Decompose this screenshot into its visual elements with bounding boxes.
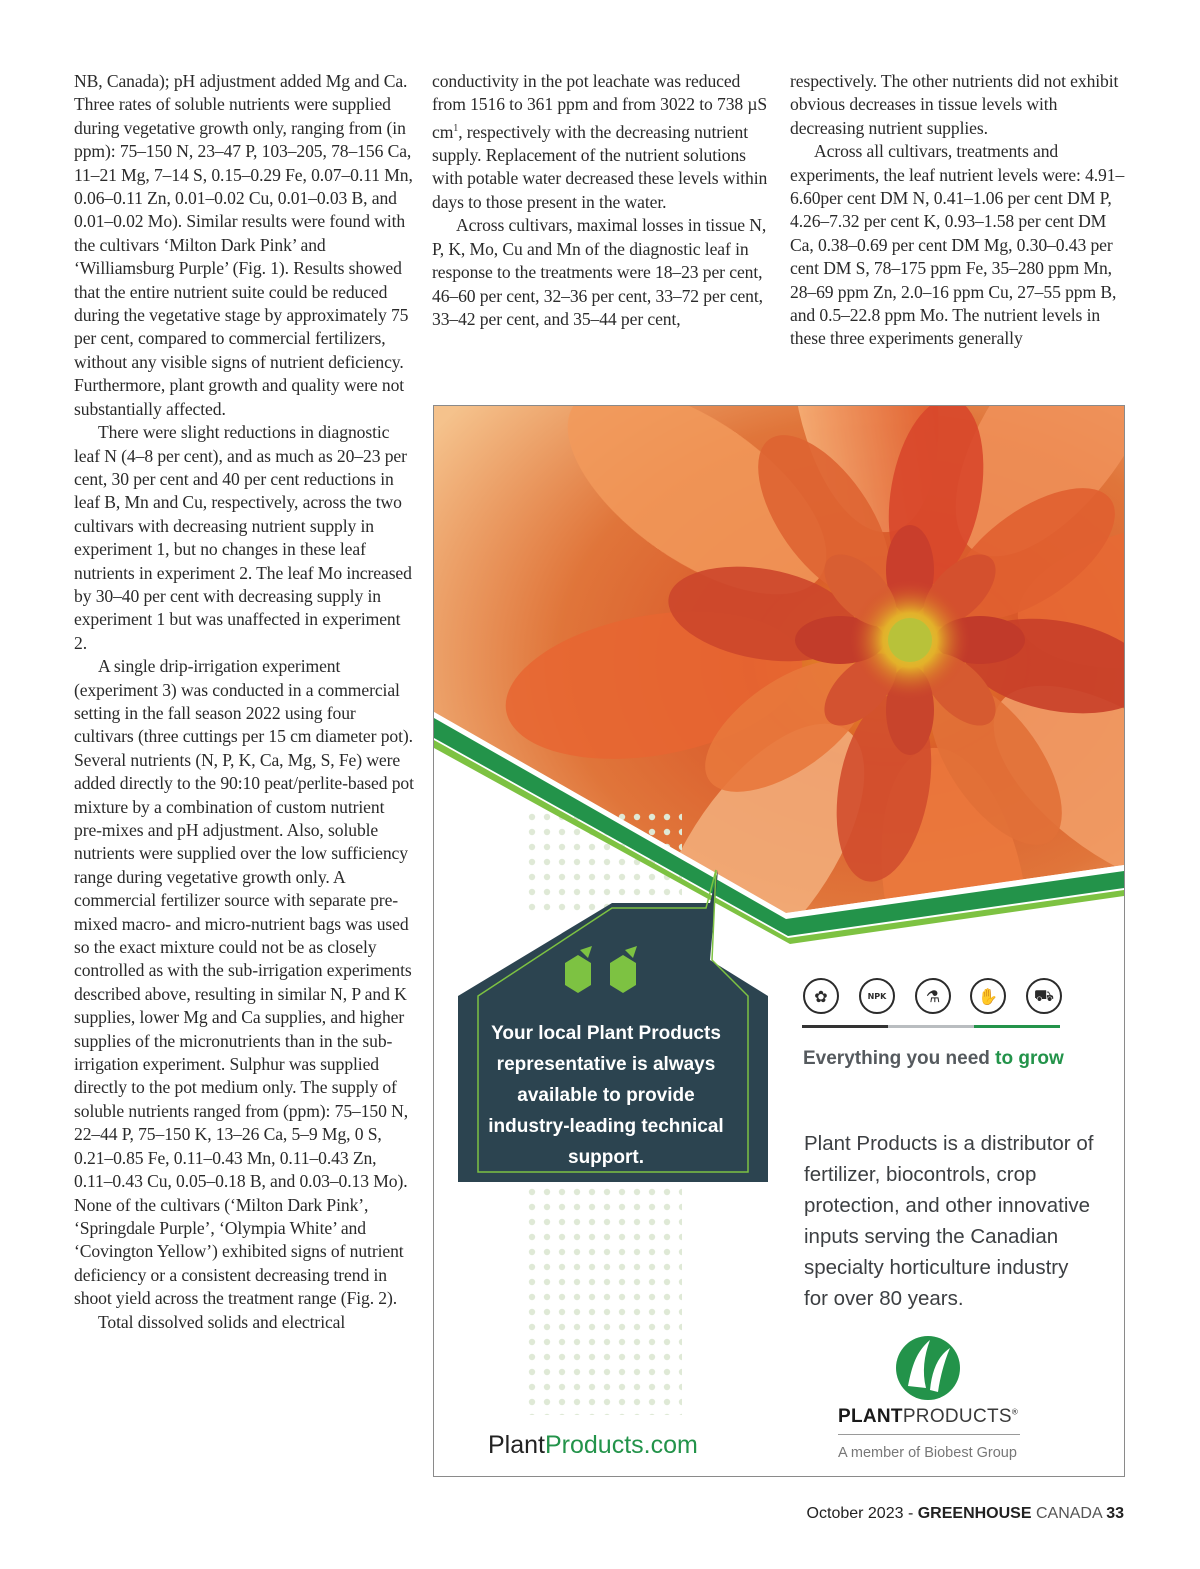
ad-body-text bbox=[804, 1128, 1104, 1314]
paragraph: NB, Canada); pH adjustment added Mg and Ca. Three rates of soluble nutrients were supplied during vegetative growth only, ranging from (in ppm): 75–150 N, 23–47 P, 103–205, 78–156 Ca, 11–21 Mg, 7–14 S, 0.15–0.29 Fe, 0.07–0.11 Mn, 0.06–0.11 Zn, 0.01–0.02 Cu, 0.01–0.03 B, and 0.01–0.02 Mo). Similar results were found with the cultivars ‘Milton Dark Pink’ and ‘Williamsburg Purple’ (Fig. 1). Results showed that the entire nutrient suite could be reduced during the vegetative stage by approximately 75 per cent, compared to commercial fertilizers, without any visible signs of nutrient deficiency. Furthermore, plant growth and quality were not substantially affected. bbox=[74, 71, 413, 419]
quote-line: support. bbox=[568, 1147, 644, 1168]
website-link[interactable]: PlantProducts.com bbox=[488, 1431, 698, 1459]
issue-date: October 2023 - bbox=[806, 1505, 918, 1522]
text-run: conductivity in the pot leachate was reduced from 1516 to 361 ppm and from 3022 to 738 µS cm bbox=[432, 71, 768, 142]
paragraph: Total dissolved solids and electrical bbox=[98, 1311, 346, 1332]
member-text: A member of Biobest Group bbox=[838, 1445, 1017, 1461]
magazine-name-light: CANADA bbox=[1031, 1505, 1107, 1522]
paragraph: Across cultivars, maximal losses in tissue N, P, K, Mo, Cu and Mn of the diagnostic leaf in response to the treatments were 18–23 per cent, 46–60 per cent, 32–36 per cent, 33–72 per cent, 33–42 per cent, and 35–44 per cent, bbox=[432, 215, 767, 329]
paragraph: respectively. The other nutrients did not exhibit obvious decreases in tissue levels with decreasing nutrient supplies. bbox=[790, 71, 1119, 138]
bee-icon: ✿ bbox=[803, 978, 839, 1014]
quote-line: Your local Plant Products bbox=[491, 1023, 721, 1044]
brand-wordmark: PLANTPRODUCTS® bbox=[838, 1406, 1019, 1427]
body-line: specialty horticulture industry bbox=[804, 1256, 1069, 1279]
paragraph: Across all cultivars, treatments and experiments, the leaf nutrient levels were: 4.91–6.60per cent DM N, 0.41–1.06 per cent DM P, 4.26–7.32 per cent K, 0.93–1.58 per cent DM Ca, 0.38–0.69 per cent DM Mg, 0.30–0.43 per cent DM S, 78–175 ppm Fe, 35–280 ppm Mn, 28–69 ppm Zn, 2.0–16 ppm Cu, 27–55 ppm B, and 0.5–22.8 ppm Mo. The nutrient levels in these three experiments generally bbox=[790, 141, 1125, 349]
body-line: inputs serving the Canadian bbox=[804, 1225, 1059, 1248]
text-run: , respectively with the decreasing nutrient supply. Replacement of the nutrient solutions with potable water decreased these levels within days to those present in the water. bbox=[432, 121, 768, 212]
body-line: Plant Products is a distributor of bbox=[804, 1132, 1094, 1155]
quote-icon bbox=[610, 955, 636, 993]
magazine-name: GREENHOUSE bbox=[917, 1505, 1032, 1522]
superscript: 1 bbox=[453, 122, 459, 134]
body-line: for over 80 years. bbox=[804, 1287, 964, 1310]
quote-line: representative is always bbox=[496, 1054, 716, 1075]
page-number: 33 bbox=[1106, 1505, 1124, 1522]
fertilizer-bag-icon: NPK bbox=[859, 978, 895, 1014]
spray-bottle-icon: ⚗ bbox=[915, 978, 951, 1014]
dot-pattern bbox=[522, 1185, 682, 1415]
paragraph: A single drip-irrigation experiment (experiment 3) was conducted in a commercial setting in the fall season 2022 using four cultivars (three cuttings per 15 cm diameter pot). Several nutrients (N, P, K, Ca, Mg, S, Fe) were added directly to the 90:10 peat/perlite-based pot mixture by a combination of custom nutrient pre-mixes and pH adjustment. Also, soluble nutrients were supplied over the low sufficiency range during vegetative growth only. A commercial fertilizer source with separate pre-mixed macro- and micro-nutrient bags was used so the exact mixture could not be as closely controlled as with the sub-irrigation experiments described above, resulting in similar N, P and K supplies, lower Mg and Ca supplies, and higher supplies of the micronutrients than in the sub-irrigation experiment. Sulphur was supplied directly to the pot medium only. The supply of soluble nutrients ranged from (ppm): 75–150 N, 22–44 P, 75–150 K, 13–26 Ca, 5–9 Mg, 0 S, 0.21–0.85 Fe, 0.11–0.43 Mn, 0.11–0.43 Zn, 0.11–0.43 Cu, 0.05–0.18 B, and 0.03–0.13 Mo). None of the cultivars (‘Milton Dark Pink’, ‘Springdale Purple’, ‘Olympia White’ and ‘Covington Yellow’) exhibited signs of nutrient deficiency or a consistent decreasing trend in shoot yield across the treatment range (Fig. 2). bbox=[74, 656, 414, 1309]
brand-divider bbox=[838, 1434, 1020, 1435]
body-line: protection, and other innovative bbox=[804, 1194, 1091, 1217]
hand-plant-icon: ✋ bbox=[970, 978, 1006, 1014]
page-footer bbox=[807, 1505, 1124, 1523]
body-line: fertilizer, biocontrols, crop bbox=[804, 1163, 1037, 1186]
quote-line: available to provide bbox=[517, 1085, 695, 1106]
quote-text bbox=[486, 1018, 726, 1173]
wheelbarrow-icon: ⛟ bbox=[1026, 978, 1062, 1014]
ad-tagline: Everything you need to grow bbox=[803, 1048, 1064, 1069]
quote-icon bbox=[565, 955, 591, 993]
quote-line: industry-leading technical bbox=[488, 1116, 724, 1137]
plant-products-logo-icon bbox=[896, 1336, 960, 1400]
paragraph: There were slight reductions in diagnostic leaf N (4–8 per cent), and as much as 20–23 per cent, 30 per cent and 40 per cent reductions in leaf B, Mn and Cu, respectively, across the two cultivars with decreasing nutrient supply in experiment 1, but no changes in these leaf nutrients in experiment 2. The leaf Mo increased by 30–40 per cent with decreasing supply in experiment 1 but was unaffected in experiment 2. bbox=[74, 422, 412, 653]
